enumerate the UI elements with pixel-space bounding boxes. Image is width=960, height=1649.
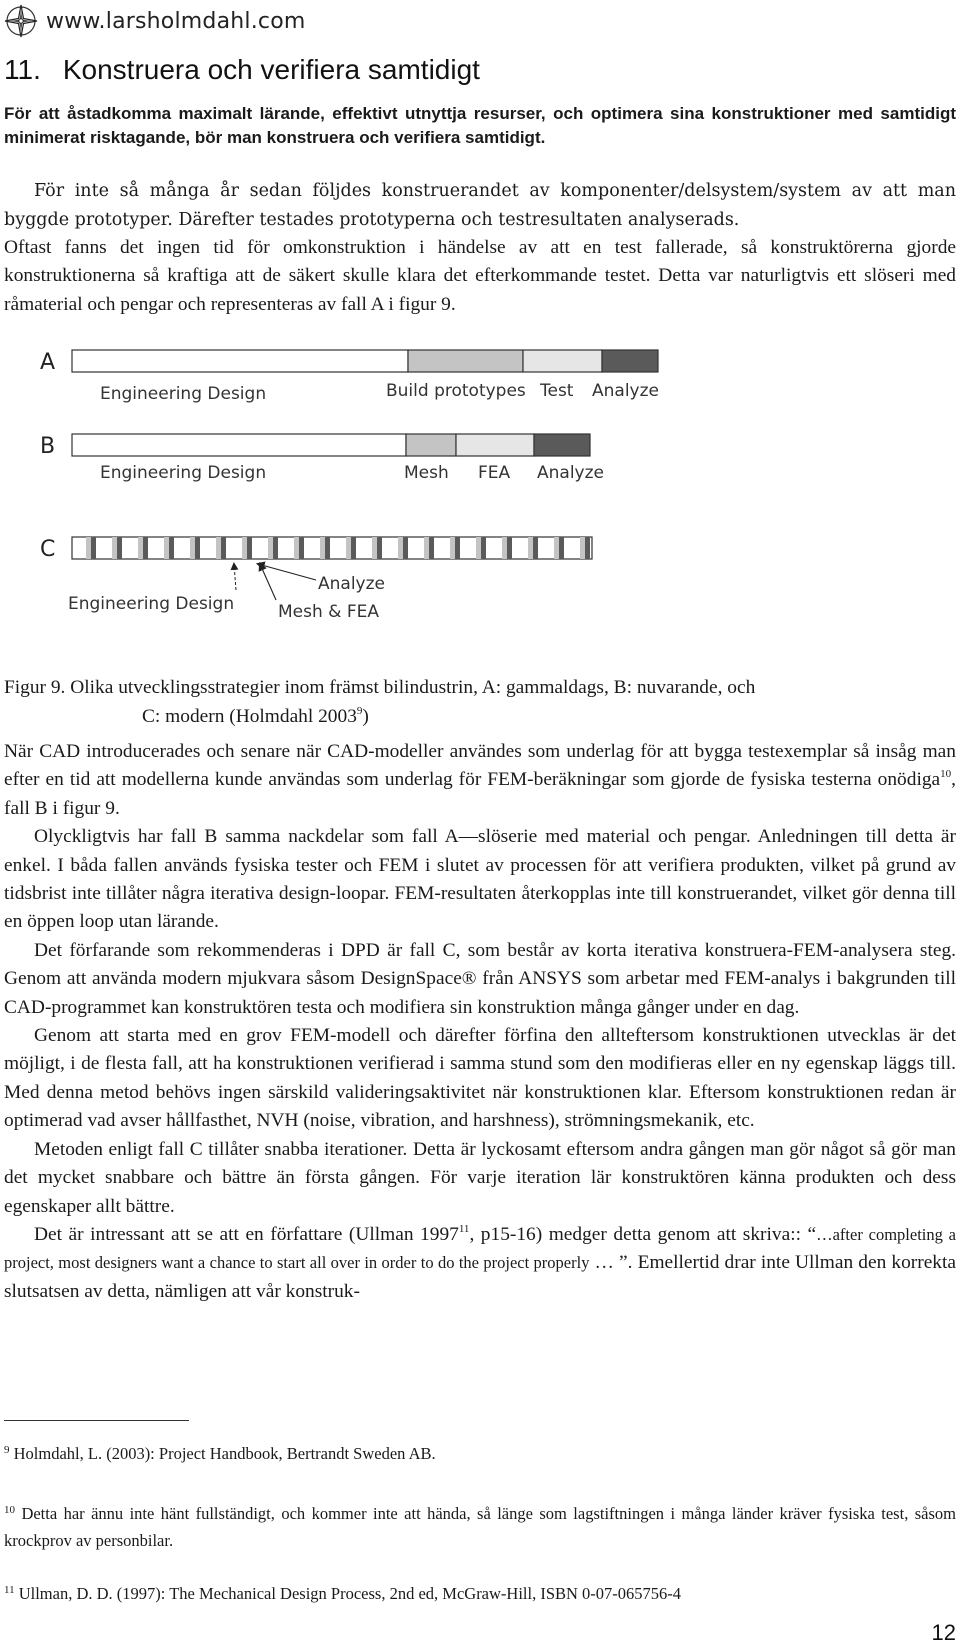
row-c-analyze-segment bbox=[377, 537, 382, 559]
footnote-divider bbox=[4, 1420, 189, 1421]
lead-paragraph: För att åstadkomma maximalt lärande, effektivt utnyttja resurser, och optimera sina konstruktioner med samtidigt minimerat risktagande, bör man konstruera och verifiera samtidigt. bbox=[4, 104, 956, 147]
row-c-mesh-segment bbox=[580, 537, 585, 559]
row-c-analyze-segment bbox=[533, 537, 538, 559]
row-c-mesh-segment bbox=[450, 537, 455, 559]
row-c-mesh-segment bbox=[398, 537, 403, 559]
site-header bbox=[4, 4, 305, 38]
row-a-analyze-bar bbox=[602, 350, 658, 372]
paragraph-fem-model: Genom att starta med en grov FEM-modell och därefter förfina den allteftersom konstruktionen utvecklas är det möjligt, i de flesta fall, att ha konstruktionen verifierad i samma stund som den modifieras eller en ny egenskap läggs till. Med denna metod behövs ingen särskild valideringsaktivitet när konstruktionen klar. Eftersom konstruktionen redan är optimerad vad avser hållfasthet, NVH (noise, vibration, and harshness), strömningsmekanik, etc. bbox=[4, 1025, 956, 1132]
row-c-meshfea-label: Mesh & FEA bbox=[278, 602, 379, 622]
figure-caption bbox=[4, 673, 956, 731]
row-c-mesh-segment bbox=[138, 537, 143, 559]
paragraph-intro-continued: Oftast fanns det ingen tid för omkonstruktion i händelse av att en test fallerade, så konstruktörerna gjorde konstruktionerna så kraftiga att de säkert skulle klara det efterkommande testet. Detta var naturligtvis ett slöseri med råmaterial och pengar och representeras av fall A i figur 9. bbox=[4, 237, 956, 315]
row-c-analyze-segment bbox=[91, 537, 96, 559]
row-c-analyze-segment bbox=[247, 537, 252, 559]
row-b-fea-bar bbox=[456, 434, 534, 456]
row-a-analyze-label: Analyze bbox=[592, 381, 659, 401]
main-body bbox=[4, 738, 956, 1306]
row-b-design-bar bbox=[72, 434, 406, 456]
row-a-engineering-label: Engineering Design bbox=[100, 384, 267, 404]
footnote-10 bbox=[4, 1497, 956, 1554]
row-c-mesh-segment bbox=[268, 537, 273, 559]
row-b-mesh-bar bbox=[406, 434, 456, 456]
page-number: 12 bbox=[931, 1620, 956, 1645]
row-c-analyze-segment bbox=[221, 537, 226, 559]
paragraph-ullman bbox=[4, 1221, 956, 1306]
chapter-title bbox=[4, 54, 954, 86]
row-a-design-bar bbox=[72, 350, 408, 372]
row-b-analyze-bar bbox=[534, 434, 590, 456]
row-c-mesh-segment bbox=[320, 537, 325, 559]
paragraph-cad-end: , fall B i figur 9. bbox=[4, 769, 956, 819]
row-c-mesh-segment bbox=[216, 537, 221, 559]
row-c-letter: C bbox=[40, 537, 56, 562]
row-b-letter: B bbox=[40, 434, 56, 459]
row-c-mesh-segment bbox=[164, 537, 169, 559]
mesh-fea-arrow bbox=[260, 564, 276, 600]
row-c-analyze-segment bbox=[455, 537, 460, 559]
footnote-11-mark: 11 bbox=[4, 1584, 15, 1596]
footnote-10-text: Detta har ännu inte hänt fullständigt, och kommer inte att hända, så länge som lagstiftningen i många länder kräver fysiska test, såsom krockprov av personbilar. bbox=[4, 1504, 956, 1550]
row-c-mesh-segment bbox=[424, 537, 429, 559]
engineering-design-arrow bbox=[234, 564, 236, 590]
row-b-analyze-label: Analyze bbox=[537, 463, 604, 483]
row-c-analyze-segment bbox=[273, 537, 278, 559]
row-c-analyze-segment bbox=[559, 537, 564, 559]
row-c-mesh-segment bbox=[294, 537, 299, 559]
row-c-analyze-segment bbox=[169, 537, 174, 559]
row-c-analyze-segment bbox=[507, 537, 512, 559]
footnote-11 bbox=[4, 1577, 956, 1607]
ullman-quote: …after completing a project, most designers want a chance to start all over in order to do the project properly bbox=[4, 1224, 956, 1273]
row-c-mesh-segment bbox=[372, 537, 377, 559]
caption-text-2-end: ) bbox=[362, 706, 369, 727]
row-c-analyze-segment bbox=[195, 537, 200, 559]
row-c-analyze-segment bbox=[351, 537, 356, 559]
footnote-9-mark: 9 bbox=[4, 1444, 10, 1456]
paragraph-cad-text: När CAD introducerades och senare när CAD-modeller användes som underlag för att bygga testexemplar så insåg man efter en tid att modellerna kunde användas som underlag för FEM-beräkningar som gjorde de fysiska testerna onödiga bbox=[4, 741, 956, 791]
row-c-engineering-label: Engineering Design bbox=[68, 594, 235, 614]
paragraph-ullman-mid: , p15-16) medger detta genom att skriva:: “ bbox=[469, 1223, 817, 1245]
row-a-test-label: Test bbox=[540, 381, 574, 401]
row-c-analyze-segment bbox=[403, 537, 408, 559]
caption-ref-9[interactable]: 9 bbox=[356, 705, 363, 717]
row-a-build-bar bbox=[408, 350, 523, 372]
row-c-mesh-segment bbox=[190, 537, 195, 559]
row-a-test-bar bbox=[523, 350, 602, 372]
chapter-title-text: Konstruera och verifiera samtidigt bbox=[62, 54, 480, 85]
paragraph-intro: För inte så många år sedan följdes konstruerandet av komponenter/delsystem/system av att man byggde prototyper. Därefter testades prototyperna och testresultaten analyserads. bbox=[4, 181, 956, 230]
analyze-arrow bbox=[258, 564, 316, 580]
paragraph-iterations: Metoden enligt fall C tillåter snabba iterationer. Detta är lyckosamt eftersom andra gången man gör något så gör man det mycket snabbare och bättre än första gången. För varje iteration lär konstruktören känna produkten och dess egenskaper allt bättre. bbox=[4, 1138, 956, 1217]
footnote-ref-11[interactable]: 11 bbox=[458, 1222, 470, 1235]
row-c-iteration-bar bbox=[72, 537, 592, 559]
paragraph-ullman-end: … ”. Emellertid drar inte Ullman den korrekta slutsatsen av detta, nämligen att vår konstruk- bbox=[4, 1252, 956, 1302]
site-url[interactable]: www.larsholmdahl.com bbox=[46, 8, 306, 34]
row-c-analyze-segment bbox=[143, 537, 148, 559]
footnote-10-mark: 10 bbox=[4, 1504, 15, 1516]
row-c-analyze-segment bbox=[299, 537, 304, 559]
row-c-analyze-segment bbox=[585, 537, 590, 559]
row-b-engineering-label: Engineering Design bbox=[100, 463, 267, 483]
row-b-fea-label: FEA bbox=[478, 463, 511, 483]
caption-text: Olika utvecklingsstrategier inom främst bilindustrin, A: gammaldags, B: nuvarande, och bbox=[70, 677, 756, 698]
footnote-9 bbox=[4, 1437, 956, 1467]
row-c-mesh-segment bbox=[346, 537, 351, 559]
row-a-build-label: Build prototypes bbox=[386, 381, 526, 401]
row-c-analyze-segment bbox=[429, 537, 434, 559]
row-c-mesh-segment bbox=[528, 537, 533, 559]
paragraph-cad bbox=[4, 738, 956, 823]
footnote-ref-10[interactable]: 10 bbox=[940, 768, 952, 781]
row-c-mesh-segment bbox=[502, 537, 507, 559]
figure-9-diagram bbox=[36, 338, 736, 654]
paragraph-ullman-text: Det är intressant att se att en författare (Ullman 1997 bbox=[34, 1223, 459, 1245]
row-c-mesh-segment bbox=[86, 537, 91, 559]
caption-label: Figur 9. bbox=[4, 677, 66, 698]
row-b-mesh-label: Mesh bbox=[404, 463, 449, 483]
caption-text-2: C: modern (Holmdahl 2003 bbox=[142, 706, 357, 727]
row-c-mesh-segment bbox=[242, 537, 247, 559]
compass-star-icon bbox=[4, 4, 38, 38]
footnote-11-text: Ullman, D. D. (1997): The Mechanical Design Process, 2nd ed, McGraw-Hill, ISBN 0-07-065756-4 bbox=[18, 1584, 682, 1603]
row-c-mesh-segment bbox=[554, 537, 559, 559]
caption-line-2 bbox=[4, 702, 956, 731]
row-c-mesh-segment bbox=[476, 537, 481, 559]
chapter-number: 11. bbox=[4, 54, 41, 85]
row-c-analyze-segment bbox=[117, 537, 122, 559]
footnote-9-text: Holmdahl, L. (2003): Project Handbook, Bertrandt Sweden AB. bbox=[13, 1444, 436, 1463]
row-c-mesh-segment bbox=[112, 537, 117, 559]
row-a-letter: A bbox=[40, 350, 56, 375]
row-c-analyze-label: Analyze bbox=[318, 574, 385, 594]
row-c-analyze-segment bbox=[481, 537, 486, 559]
row-c-analyze-segment bbox=[325, 537, 330, 559]
paragraph-case-c: Det förfarande som rekommenderas i DPD är fall C, som består av korta iterativa konstruera-FEM-analysera steg. Genom att använda modern mjukvara såsom DesignSpace® från ANSYS som arbetar med FEM-analys i bakgrunden till CAD-programmet kan konstruktören testa och modifiera sin konstruktion många gånger under en dag. bbox=[4, 939, 956, 1018]
paragraph-case-b: Olyckligtvis har fall B samma nackdelar som fall A—slöserie med material och pengar. Anledningen till detta är enkel. I båda fallen används fysiska tester och FEM i slutet av processen för att verifiera produkten, vilket på grund av tidsbrist inte tillåter några iterativa design-loopar. FEM-resultaten återkopplas inte till konstruerandet, vilket gör denna till en öppen loop utan lärande. bbox=[4, 826, 956, 933]
